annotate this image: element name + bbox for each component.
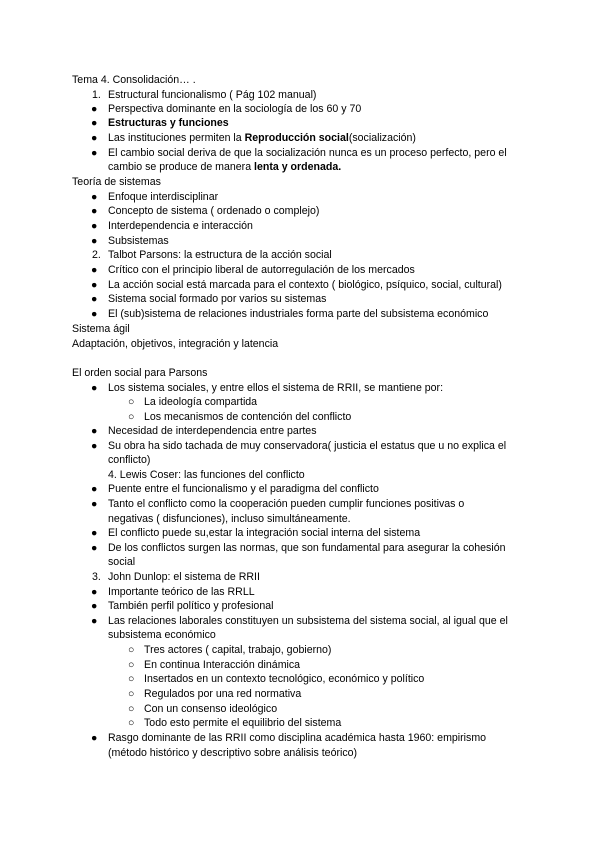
- paragraph: Adaptación, objetivos, integración y latencia: [72, 338, 279, 350]
- bullet-icon: ●: [91, 498, 98, 510]
- bullet-icon: ●: [91, 205, 98, 217]
- list-item: Su obra ha sido tachada de muy conservadora( justicia el estatus que u no explica el: [108, 440, 507, 452]
- list-item: El (sub)sistema de relaciones industriales forma parte del subsistema económico: [108, 308, 489, 320]
- heading-text: Lewis Coser: las funciones del conflicto: [119, 469, 305, 481]
- list-item: Perspectiva dominante en la sociología de los 60 y 70: [108, 103, 362, 115]
- list-item-continuation: [108, 160, 341, 174]
- list-item: Estructuras y funciones: [108, 117, 229, 129]
- list-number: 4.: [108, 469, 117, 481]
- sub-bullet-icon: ○: [128, 659, 135, 671]
- list-item-continuation: (método histórico y descriptivo sobre análisis teórico): [108, 747, 358, 759]
- list-item-continuation: negativas ( disfunciones), incluso simultáneamente.: [108, 513, 351, 525]
- bullet-icon: ●: [91, 308, 98, 320]
- bullet-icon: ●: [91, 732, 98, 744]
- section-heading-orden-social: El orden social para Parsons: [72, 367, 208, 379]
- bullet-icon: ●: [91, 600, 98, 612]
- list-item: Subsistemas: [108, 235, 169, 247]
- sub-list-item: Insertados en un contexto tecnológico, económico y político: [144, 673, 425, 685]
- bullet-icon: ●: [91, 483, 98, 495]
- bullet-icon: ●: [91, 542, 98, 554]
- bullet-icon: ●: [91, 586, 98, 598]
- sub-bullet-icon: ○: [128, 703, 135, 715]
- section-heading-estructural: Estructural funcionalismo ( Pág 102 manual): [108, 89, 317, 101]
- list-item-continuation: conflicto): [108, 454, 151, 466]
- sub-list-item: Todo esto permite el equilibrio del sistema: [144, 717, 342, 729]
- bullet-icon: ●: [91, 279, 98, 291]
- sub-list-item: La ideología compartida: [144, 396, 258, 408]
- list-item: De los conflictos surgen las normas, que son fundamental para asegurar la cohesión: [108, 542, 506, 554]
- list-item: Crítico con el principio liberal de autorregulación de los mercados: [108, 264, 415, 276]
- section-heading-sistemas: Teoría de sistemas: [72, 176, 161, 188]
- list-item: Importante teórico de las RRLL: [108, 586, 255, 598]
- sub-bullet-icon: ○: [128, 688, 135, 700]
- list-number: 2.: [92, 249, 101, 261]
- list-number: 3.: [92, 571, 101, 583]
- bullet-icon: ●: [91, 132, 98, 144]
- text-run: Las instituciones permiten la: [108, 132, 245, 144]
- list-item-continuation: subsistema económico: [108, 629, 216, 641]
- sub-list-item: Los mecanismos de contención del conflicto: [144, 411, 352, 423]
- page-title: Tema 4. Consolidación… .: [72, 74, 196, 86]
- bullet-icon: ●: [91, 220, 98, 232]
- section-heading-parsons: Talbot Parsons: la estructura de la acción social: [108, 249, 332, 261]
- bullet-icon: ●: [91, 235, 98, 247]
- list-item: Necesidad de interdependencia entre partes: [108, 425, 317, 437]
- section-heading-dunlop: John Dunlop: el sistema de RRII: [108, 571, 260, 583]
- sub-bullet-icon: ○: [128, 717, 135, 729]
- bullet-icon: ●: [91, 527, 98, 539]
- list-number: 1.: [92, 89, 101, 101]
- bullet-icon: ●: [91, 191, 98, 203]
- bullet-icon: ●: [91, 103, 98, 115]
- list-item: Enfoque interdisciplinar: [108, 191, 219, 203]
- section-heading-coser: [108, 468, 305, 482]
- sub-list-item: Tres actores ( capital, trabajo, gobierno): [144, 644, 332, 656]
- bullet-icon: ●: [91, 440, 98, 452]
- bold-text: Reproducción social: [244, 132, 349, 144]
- list-item: Interdependencia e interacción: [108, 220, 253, 232]
- list-item-continuation: social: [108, 556, 136, 568]
- list-item: Los sistema sociales, y entre ellos el sistema de RRII, se mantiene por:: [108, 382, 444, 394]
- list-item: Concepto de sistema ( ordenado o complejo): [108, 205, 320, 217]
- bullet-icon: ●: [91, 147, 98, 159]
- sub-list-item: Regulados por una red normativa: [144, 688, 302, 700]
- text-run: cambio se produce de manera: [108, 161, 255, 173]
- bullet-icon: ●: [91, 117, 98, 129]
- list-item: El conflicto puede su,estar la integración social interna del sistema: [108, 527, 421, 539]
- list-item: [108, 131, 416, 145]
- sub-list-item: Con un consenso ideológico: [144, 703, 278, 715]
- list-item: Tanto el conflicto como la cooperación pueden cumplir funciones positivas o: [108, 498, 465, 510]
- sub-bullet-icon: ○: [128, 673, 135, 685]
- sub-bullet-icon: ○: [128, 396, 135, 408]
- bullet-icon: ●: [91, 293, 98, 305]
- sub-list-item: En continua Interacción dinámica: [144, 659, 301, 671]
- list-item: Rasgo dominante de las RRII como disciplina académica hasta 1960: empirismo: [108, 732, 487, 744]
- bullet-icon: ●: [91, 264, 98, 276]
- bullet-icon: ●: [91, 382, 98, 394]
- section-heading-agil: Sistema ágil: [72, 323, 130, 335]
- list-item: La acción social está marcada para el contexto ( biológico, psíquico, social, cultural): [108, 279, 502, 291]
- bullet-icon: ●: [91, 425, 98, 437]
- bold-text: lenta y ordenada.: [254, 161, 342, 173]
- list-item: Sistema social formado por varios su sistemas: [108, 293, 327, 305]
- list-item: Las relaciones laborales constituyen un subsistema del sistema social, al igual que el: [108, 615, 508, 627]
- sub-bullet-icon: ○: [128, 644, 135, 656]
- bullet-icon: ●: [91, 615, 98, 627]
- list-item: También perfil político y profesional: [108, 600, 274, 612]
- list-item: El cambio social deriva de que la socialización nunca es un proceso perfecto, pero el: [108, 147, 507, 159]
- list-item: Puente entre el funcionalismo y el paradigma del conflicto: [108, 483, 379, 495]
- text-run: (socialización): [348, 132, 416, 144]
- sub-bullet-icon: ○: [128, 411, 135, 423]
